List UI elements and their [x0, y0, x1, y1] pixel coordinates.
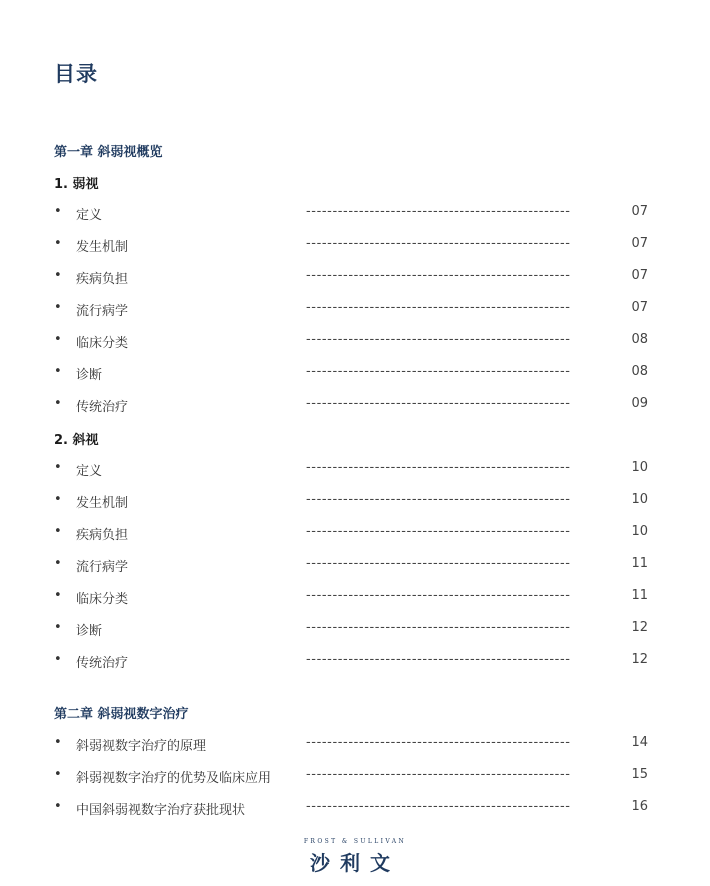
- bullet-icon: •: [54, 300, 62, 315]
- brand-chinese-name: 沙利文: [310, 851, 400, 875]
- bullet-icon: •: [54, 204, 62, 219]
- chapter-1-title: 第一章 斜弱视概览: [54, 145, 163, 160]
- toc-entry[interactable]: [0, 300, 710, 320]
- toc-entry[interactable]: [0, 236, 710, 256]
- dot-leader: --------------------------------------------------: [306, 524, 571, 539]
- entry-page-number: 08: [631, 332, 648, 347]
- dot-leader: --------------------------------------------------: [306, 268, 571, 283]
- entry-label: 诊断: [76, 368, 103, 383]
- toc-entry[interactable]: [0, 460, 710, 480]
- dot-leader: --------------------------------------------------: [306, 556, 571, 571]
- toc-entry[interactable]: [0, 620, 710, 640]
- dot-leader: --------------------------------------------------: [306, 767, 571, 782]
- entry-label: 流行病学: [76, 560, 129, 575]
- entry-page-number: 10: [631, 492, 648, 507]
- toc-entry[interactable]: [0, 735, 710, 755]
- brand-english-name: FROST & SULLIVAN: [303, 838, 407, 845]
- chapter-2-title: 第二章 斜弱视数字治疗: [54, 707, 189, 722]
- bullet-icon: •: [54, 396, 62, 411]
- bullet-icon: •: [54, 236, 62, 251]
- entry-page-number: 09: [631, 396, 648, 411]
- toc-entry[interactable]: [0, 524, 710, 544]
- entry-page-number: 10: [631, 524, 648, 539]
- entry-label: 发生机制: [76, 240, 129, 255]
- entry-label: 疾病负担: [76, 272, 129, 287]
- toc-entry[interactable]: [0, 332, 710, 352]
- entry-page-number: 12: [631, 652, 648, 667]
- entry-label: 诊断: [76, 624, 103, 639]
- bullet-icon: •: [54, 524, 62, 539]
- bullet-icon: •: [54, 460, 62, 475]
- toc-entry[interactable]: [0, 799, 710, 819]
- bullet-icon: •: [54, 620, 62, 635]
- entry-label: 发生机制: [76, 496, 129, 511]
- entry-page-number: 07: [631, 204, 648, 219]
- dot-leader: --------------------------------------------------: [306, 492, 571, 507]
- entry-page-number: 11: [631, 588, 648, 603]
- bullet-icon: •: [54, 332, 62, 347]
- entry-label: 流行病学: [76, 304, 129, 319]
- entry-page-number: 07: [631, 300, 648, 315]
- dot-leader: --------------------------------------------------: [306, 204, 571, 219]
- toc-entry[interactable]: [0, 492, 710, 512]
- bullet-icon: •: [54, 268, 62, 283]
- entry-label: 定义: [76, 464, 103, 479]
- toc-entry[interactable]: [0, 364, 710, 384]
- dot-leader: --------------------------------------------------: [306, 460, 571, 475]
- footer-logo: [0, 838, 710, 876]
- entry-label: 斜弱视数字治疗的原理: [76, 739, 207, 754]
- entry-page-number: 14: [631, 735, 648, 750]
- entry-page-number: 12: [631, 620, 648, 635]
- toc-entry[interactable]: [0, 204, 710, 224]
- dot-leader: --------------------------------------------------: [306, 396, 571, 411]
- entry-label: 斜弱视数字治疗的优势及临床应用: [76, 771, 272, 786]
- entry-page-number: 11: [631, 556, 648, 571]
- bullet-icon: •: [54, 652, 62, 667]
- entry-label: 临床分类: [76, 336, 129, 351]
- entry-page-number: 16: [631, 799, 648, 814]
- toc-entry[interactable]: [0, 652, 710, 672]
- bullet-icon: •: [54, 492, 62, 507]
- entry-label: 传统治疗: [76, 656, 129, 671]
- section-2-title: 2. 斜视: [54, 433, 99, 448]
- toc-entry[interactable]: [0, 268, 710, 288]
- entry-label: 中国斜弱视数字治疗获批现状: [76, 803, 246, 818]
- bullet-icon: •: [54, 556, 62, 571]
- bullet-icon: •: [54, 735, 62, 750]
- entry-page-number: 10: [631, 460, 648, 475]
- entry-label: 定义: [76, 208, 103, 223]
- dot-leader: --------------------------------------------------: [306, 300, 571, 315]
- entry-label: 疾病负担: [76, 528, 129, 543]
- bullet-icon: •: [54, 364, 62, 379]
- toc-entry[interactable]: [0, 396, 710, 416]
- entry-page-number: 08: [631, 364, 648, 379]
- dot-leader: --------------------------------------------------: [306, 588, 571, 603]
- toc-entry[interactable]: [0, 767, 710, 787]
- toc-entry[interactable]: [0, 588, 710, 608]
- dot-leader: --------------------------------------------------: [306, 652, 571, 667]
- entry-page-number: 15: [631, 767, 648, 782]
- dot-leader: --------------------------------------------------: [306, 799, 571, 814]
- dot-leader: --------------------------------------------------: [306, 332, 571, 347]
- bullet-icon: •: [54, 588, 62, 603]
- bullet-icon: •: [54, 767, 62, 782]
- entry-label: 传统治疗: [76, 400, 129, 415]
- page-title: 目录: [54, 62, 98, 86]
- dot-leader: --------------------------------------------------: [306, 364, 571, 379]
- bullet-icon: •: [54, 799, 62, 814]
- entry-page-number: 07: [631, 268, 648, 283]
- dot-leader: --------------------------------------------------: [306, 620, 571, 635]
- entry-page-number: 07: [631, 236, 648, 251]
- dot-leader: --------------------------------------------------: [306, 735, 571, 750]
- dot-leader: --------------------------------------------------: [306, 236, 571, 251]
- section-1-title: 1. 弱视: [54, 177, 99, 192]
- toc-entry[interactable]: [0, 556, 710, 576]
- entry-label: 临床分类: [76, 592, 129, 607]
